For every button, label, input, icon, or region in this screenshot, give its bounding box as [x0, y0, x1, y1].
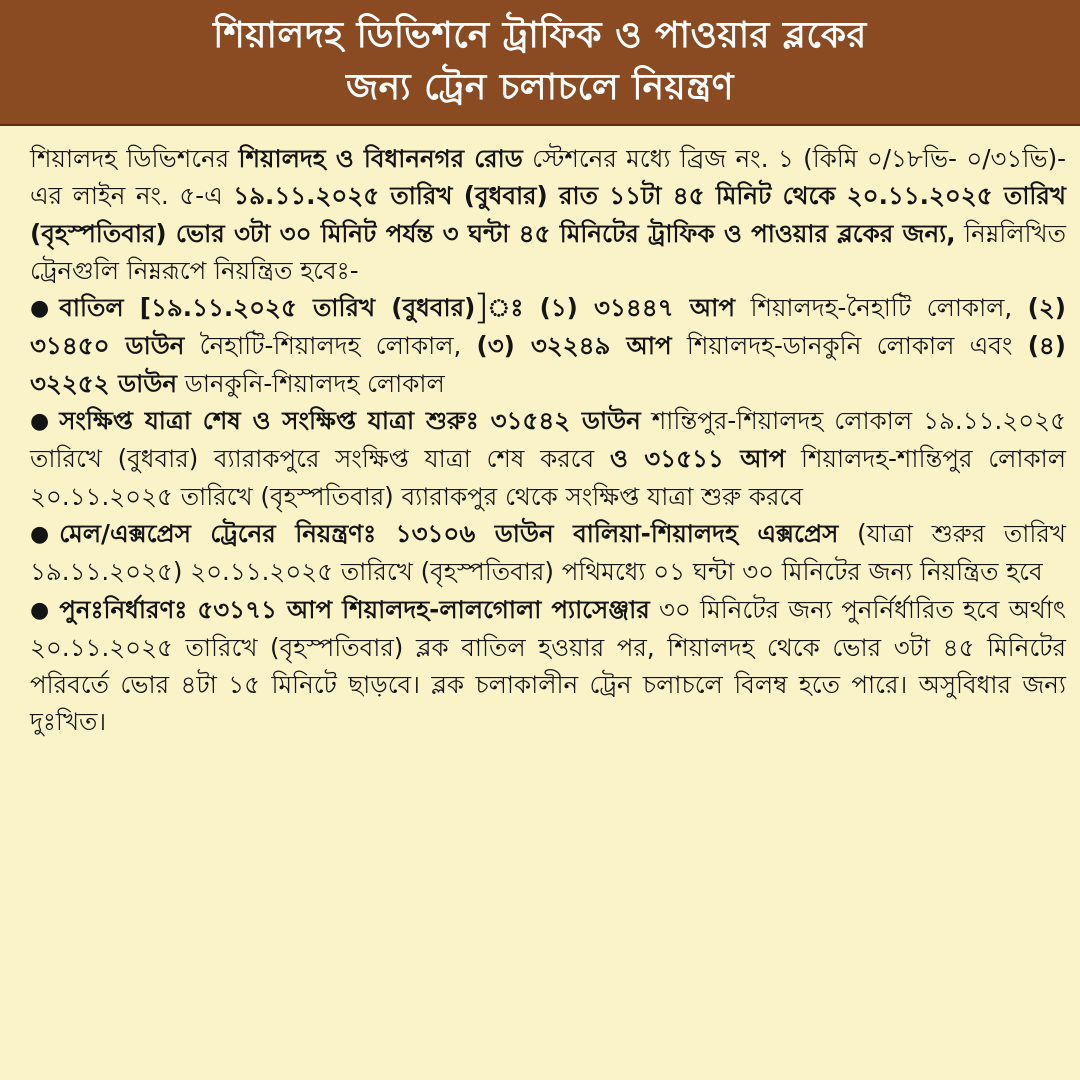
cancel-train-4: (৪) ৩২২৫২ ডাউন — [30, 331, 1066, 398]
cancel-text-1: শিয়ালদহ-নৈহাটি লোকাল, — [735, 293, 1028, 323]
cancel-heading: বাতিল [১৯.১১.২০২৫ তারিখ (বুধবার)]ঃ (১) ৩১৪৪৭ আপ — [59, 293, 735, 323]
bullet-icon: ● — [30, 409, 50, 435]
intro-paragraph — [30, 140, 1066, 289]
short-text-1: শান্তিপুর-শিয়ালদহ লোকাল ১৯.১১.২০২৫ তারিখে (বুধবার) ব্যারাকপুরে সংক্ষিপ্ত যাত্রা শেষ করবে — [30, 406, 1066, 474]
bullet-icon: ● — [30, 597, 50, 623]
intro-text-5: নিম্নলিখিত ট্রেনগুলি নিম্নরূপে নিয়ন্ত্রিত হবেঃ- — [30, 218, 1066, 285]
intro-block-time: ১৯.১১.২০২৫ তারিখ (বুধবার) রাত ১১টা ৪৫ মিনিট থেকে ২০.১১.২০২৫ তারিখ (বৃহস্পতিবার) ভোর ৩টা ৩০ মিনিট পর্যন্ত ৩ ঘন্টা ৪৫ মিনিটের ট্রাফিক ও পাওয়ার ব্লকের জন্য, — [30, 181, 1066, 248]
notice-title-line-1: শিয়ালদহ ডিভিশনে ট্রাফিক ও পাওয়ার ব্লকের — [213, 15, 867, 56]
short-heading: সংক্ষিপ্ত যাত্রা শেষ ও সংক্ষিপ্ত যাত্রা শুরুঃ ৩১৫৪২ ডাউন — [59, 406, 641, 436]
resched-heading: পুনঃনির্ধারণঃ ৫৩১৭১ আপ শিয়ালদহ-লালগোলা প্যাসেঞ্জার — [59, 594, 650, 624]
intro-text-3: স্টেশনের মধ্যে ব্রিজ নং. ১ (কিমি ০/১৮ভি- ০/৩১ভি)-এর লাইন নং. ৫-এ — [30, 144, 1066, 211]
cancel-text-2: নৈহাটি-শিয়ালদহ লোকাল, — [184, 331, 477, 361]
intro-text-1: শিয়ালদহ ডিভিশনের — [30, 144, 239, 173]
mail-express-item — [30, 515, 1066, 591]
short-termination-item — [30, 402, 1066, 515]
mail-text-1: (যাত্রা শুরুর তারিখ ১৯.১১.২০২৫) ২০.১১.২০২৫ তারিখে (বৃহস্পতিবার) পথিমধ্যে ০১ ঘন্টা ৩০ মিনিটের জন্য নিয়ন্ত্রিত হবে — [30, 518, 1066, 587]
cancel-text-4: ডানকুনি-শিয়ালদহ লোকাল — [177, 368, 445, 398]
cancel-text-3: শিয়ালদহ-ডানকুনি লোকাল এবং — [671, 331, 1028, 361]
short-train-2: ও ৩১৫১১ আপ — [609, 444, 786, 474]
mail-heading: মেল/এক্সপ্রেস ট্রেনের নিয়ন্ত্রণঃ ১৩১০৬ ডাউন বালিয়া-শিয়ালদহ এক্সপ্রেস — [59, 518, 839, 548]
bullet-icon: ● — [30, 296, 50, 322]
short-text-2: শিয়ালদহ-শান্তিপুর লোকাল ২০.১১.২০২৫ তারিখে (বৃহস্পতিবার) ব্যারাকপুর থেকে সংক্ষিপ্ত যাত্রা শুরু করবে — [30, 444, 1066, 511]
intro-stations: শিয়ালদহ ও বিধাননগর রোড — [238, 144, 523, 173]
reschedule-item — [30, 591, 1066, 741]
bullet-icon: ● — [30, 521, 50, 547]
notice-title-line-2: জন্য ট্রেন চলাচলে নিয়ন্ত্রণ — [345, 67, 735, 108]
notice-header — [0, 0, 1080, 126]
notice-body — [0, 126, 1080, 741]
resched-text-1: ৩০ মিনিটের জন্য পুনর্নির্ধারিত হবে অর্থাৎ ২০.১১.২০২৫ তারিখে (বৃহস্পতিবার) ব্লক বাতিল হওয়ার পর, শিয়ালদহ থেকে ভোর ৩টা ৪৫ মিনিটের পরিবর্তে ভোর ৪টা ১৫ মিনিটে ছাড়বে। ব্লক চলাকালীন ট্রেন চলাচলে বিলম্ব হতে পারে। অসুবিধার জন্য দুঃখিত। — [30, 594, 1066, 737]
cancel-train-3: (৩) ৩২২৪৯ আপ — [476, 331, 672, 361]
cancelled-trains-item — [30, 289, 1066, 402]
cancel-train-2: (২) ৩১৪৫০ ডাউন — [30, 293, 1066, 361]
